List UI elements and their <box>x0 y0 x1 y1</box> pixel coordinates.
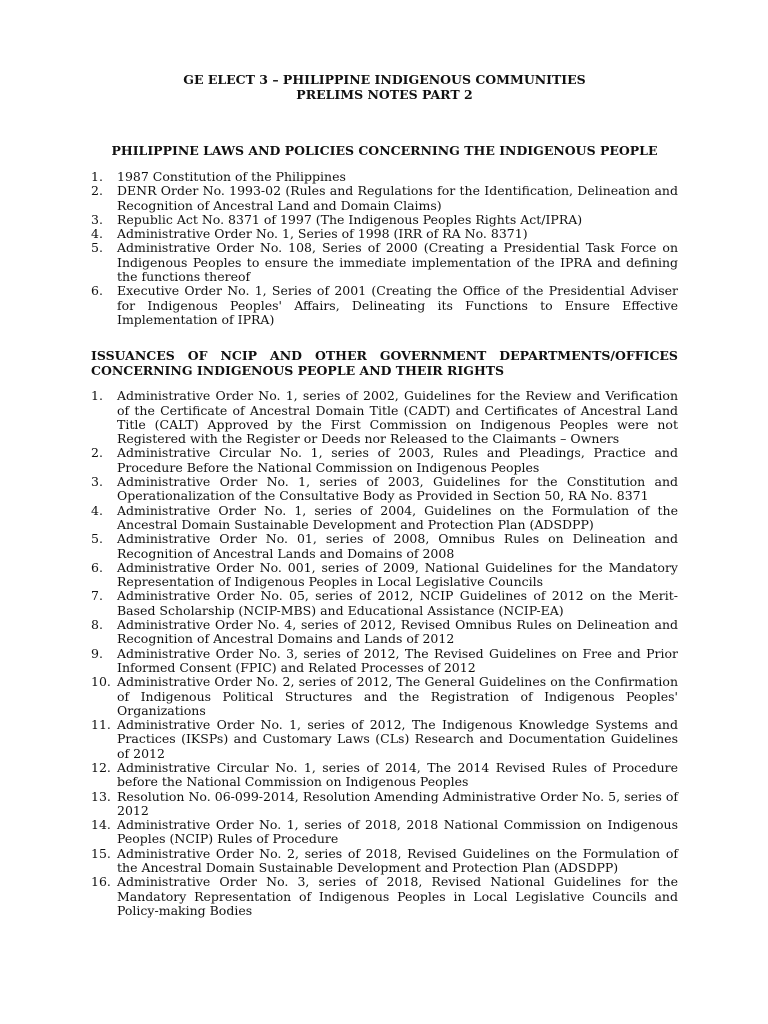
list-item <box>91 184 678 213</box>
heading-word: GOVERNMENT <box>379 348 487 364</box>
list-item <box>91 475 678 504</box>
list-item-text: Administrative Order No. 1, series of 2002, Guidelines for the Review and Verification of the Certificate of Ancestral Domain Title (CADT) and Certificates of Ancestral Land Title (CALT) Approved by the First Commission on Indigenous Peoples were not Registered with the Register or Deeds nor Released to the Claimants – Owners <box>117 388 678 447</box>
list-item-number: 11. <box>91 717 111 733</box>
list-item-text: Administrative Order No. 2, series of 2018, Revised Guidelines on the Formulation of the Ancestral Domain Sustainable Development and Protection Plan (ADSDPP) <box>117 845 678 876</box>
list-item-text: Administrative Order No. 4, series of 2012, Revised Omnibus Rules on Delineation and Recognition of Ancestral Domains and Lands of 2012 <box>117 617 678 647</box>
list-item-text: Republic Act No. 8371 of 1997 (The Indigenous Peoples Rights Act/IPRA) <box>117 211 583 227</box>
list-item-text: Executive Order No. 1, Series of 2001 (Creating the Office of the Presidential Adviser for Indigenous Peoples' Affairs, Delineating its Functions to Ensure Effective Implementation of IPRA) <box>117 283 678 327</box>
list-item-number: 10. <box>91 674 111 690</box>
title-line-2: PRELIMS NOTES PART 2 <box>296 87 473 102</box>
title-line-1: GE ELECT 3 – PHILIPPINE INDIGENOUS COMMUNITIES <box>183 72 586 87</box>
list-item <box>91 761 678 790</box>
list-item <box>91 227 678 241</box>
list-item-number: 16. <box>91 874 111 890</box>
list-item <box>91 284 678 327</box>
list-item <box>91 532 678 561</box>
list-item <box>91 504 678 533</box>
list-item-text: Administrative Order No. 05, series of 2012, NCIP Guidelines of 2012 on the Merit-Based Scholarship (NCIP-MBS) and Educational Assistance (NCIP-EA) <box>117 588 678 618</box>
list-item-text: Administrative Circular No. 1, series of 2014, The 2014 Revised Rules of Procedure before the National Commission on Indigenous Peoples <box>117 759 678 790</box>
list-item-text: Administrative Order No. 1, series of 2004, Guidelines on the Formulation of the Ancestral Domain Sustainable Development and Protection Plan (ADSDPP) <box>117 502 678 532</box>
list-item-number: 6. <box>91 559 103 575</box>
list-item-number: 4. <box>91 502 103 518</box>
list-item <box>91 589 678 618</box>
list-item-text: DENR Order No. 1993-02 (Rules and Regulations for the Identification, Delineation and Recognition of Ancestral Land and Domain Claims) <box>117 183 678 213</box>
list-item <box>91 675 678 718</box>
list-item-number: 13. <box>91 788 111 804</box>
list-item-number: 5. <box>91 531 103 547</box>
list-item-text: Administrative Order No. 3, series of 2012, The Revised Guidelines on Free and Prior Informed Consent (FPIC) and Related Processes of 2012 <box>117 645 678 675</box>
list-item <box>91 618 678 647</box>
list-item-number: 9. <box>91 645 103 661</box>
list-item-number: 1. <box>91 388 103 404</box>
heading-word: NCIP <box>220 348 258 364</box>
list-item-text: Administrative Order No. 108, Series of 2000 (Creating a Presidential Task Force on Indigenous Peoples to ensure the immediate implementation of the IPRA and defining the functions thereof <box>117 240 678 285</box>
list-item-text: 1987 Constitution of the Philippines <box>117 169 346 184</box>
list-item <box>91 790 678 819</box>
list-item-number: 3. <box>91 474 103 490</box>
list-item-text: Administrative Order No. 001, series of 2009, National Guidelines for the Mandatory Representation of Indigenous Peoples in Local Legislative Councils <box>117 559 678 590</box>
laws-policies-list <box>91 170 678 327</box>
list-item <box>91 818 678 847</box>
list-item <box>91 241 678 284</box>
list-item <box>91 561 678 590</box>
list-item-text: Administrative Order No. 01, series of 2008, Omnibus Rules on Delineation and Recognition of Ancestral Lands and Domains of 2008 <box>117 531 678 561</box>
list-item-text: Administrative Order No. 1, series of 2003, Guidelines for the Constitution and Operationalization of the Consultative Body as Provided in Section 50, RA No. 8371 <box>117 474 678 504</box>
list-item-text: Administrative Order No. 1, series of 2018, 2018 National Commission on Indigenous Peoples (NCIP) Rules of Procedure <box>117 817 678 847</box>
list-item-number: 4. <box>91 226 103 242</box>
issuances-list <box>91 389 678 918</box>
heading-word: ISSUANCES <box>91 348 175 364</box>
document-title <box>91 72 678 102</box>
heading-word: OTHER <box>314 348 367 364</box>
section-1-heading: PHILIPPINE LAWS AND POLICIES CONCERNING THE INDIGENOUS PEOPLE <box>111 143 658 158</box>
list-item-text: Administrative Order No. 1, series of 2012, The Indigenous Knowledge Systems and Practices (IKSPs) and Customary Laws (CLs) Research and Documentation Guidelines of 2012 <box>117 717 678 761</box>
list-item <box>91 647 678 676</box>
list-item <box>91 847 678 876</box>
list-item-text: Resolution No. 06-099-2014, Resolution Amending Administrative Order No. 5, series of 2012 <box>117 788 678 818</box>
list-item <box>91 875 678 918</box>
list-item-number: 1. <box>91 169 103 184</box>
list-item-number: 8. <box>91 617 103 633</box>
list-item-number: 14. <box>91 817 111 833</box>
heading-word: AND <box>270 348 302 364</box>
section-2-heading-line-2: CONCERNING INDIGENOUS PEOPLE AND THEIR RIGHTS <box>91 363 505 379</box>
list-item-number: 2. <box>91 445 103 461</box>
list-item-text: Administrative Order No. 3, series of 2018, Revised National Guidelines for the Mandatory Representation of Indigenous Peoples in Local Legislative Councils and Policy-making Bodies <box>117 874 678 918</box>
section-2-heading <box>91 348 678 378</box>
list-item <box>91 718 678 761</box>
heading-word: DEPARTMENTS/OFFICES <box>499 348 678 364</box>
list-item-number: 5. <box>91 240 103 256</box>
list-item-number: 6. <box>91 283 103 299</box>
list-item-number: 3. <box>91 211 103 227</box>
list-item-text: Administrative Order No. 1, Series of 1998 (IRR of RA No. 8371) <box>117 226 528 242</box>
list-item <box>91 170 678 184</box>
section-2-heading-line-1 <box>91 348 678 363</box>
list-item-number: 15. <box>91 845 111 861</box>
list-item <box>91 213 678 227</box>
list-item-text: Administrative Order No. 2, series of 2012, The General Guidelines on the Confirmation of Indigenous Political Structures and the Registration of Indigenous Peoples' Organizations <box>117 674 678 718</box>
heading-word: OF <box>187 348 208 364</box>
list-item-number: 7. <box>91 588 103 604</box>
list-item-number: 12. <box>91 759 111 775</box>
list-item-number: 2. <box>91 183 103 199</box>
list-item <box>91 446 678 475</box>
list-item-text: Administrative Circular No. 1, series of 2003, Rules and Pleadings, Practice and Procedure Before the National Commission on Indigenous Peoples <box>117 445 678 475</box>
list-item <box>91 389 678 446</box>
